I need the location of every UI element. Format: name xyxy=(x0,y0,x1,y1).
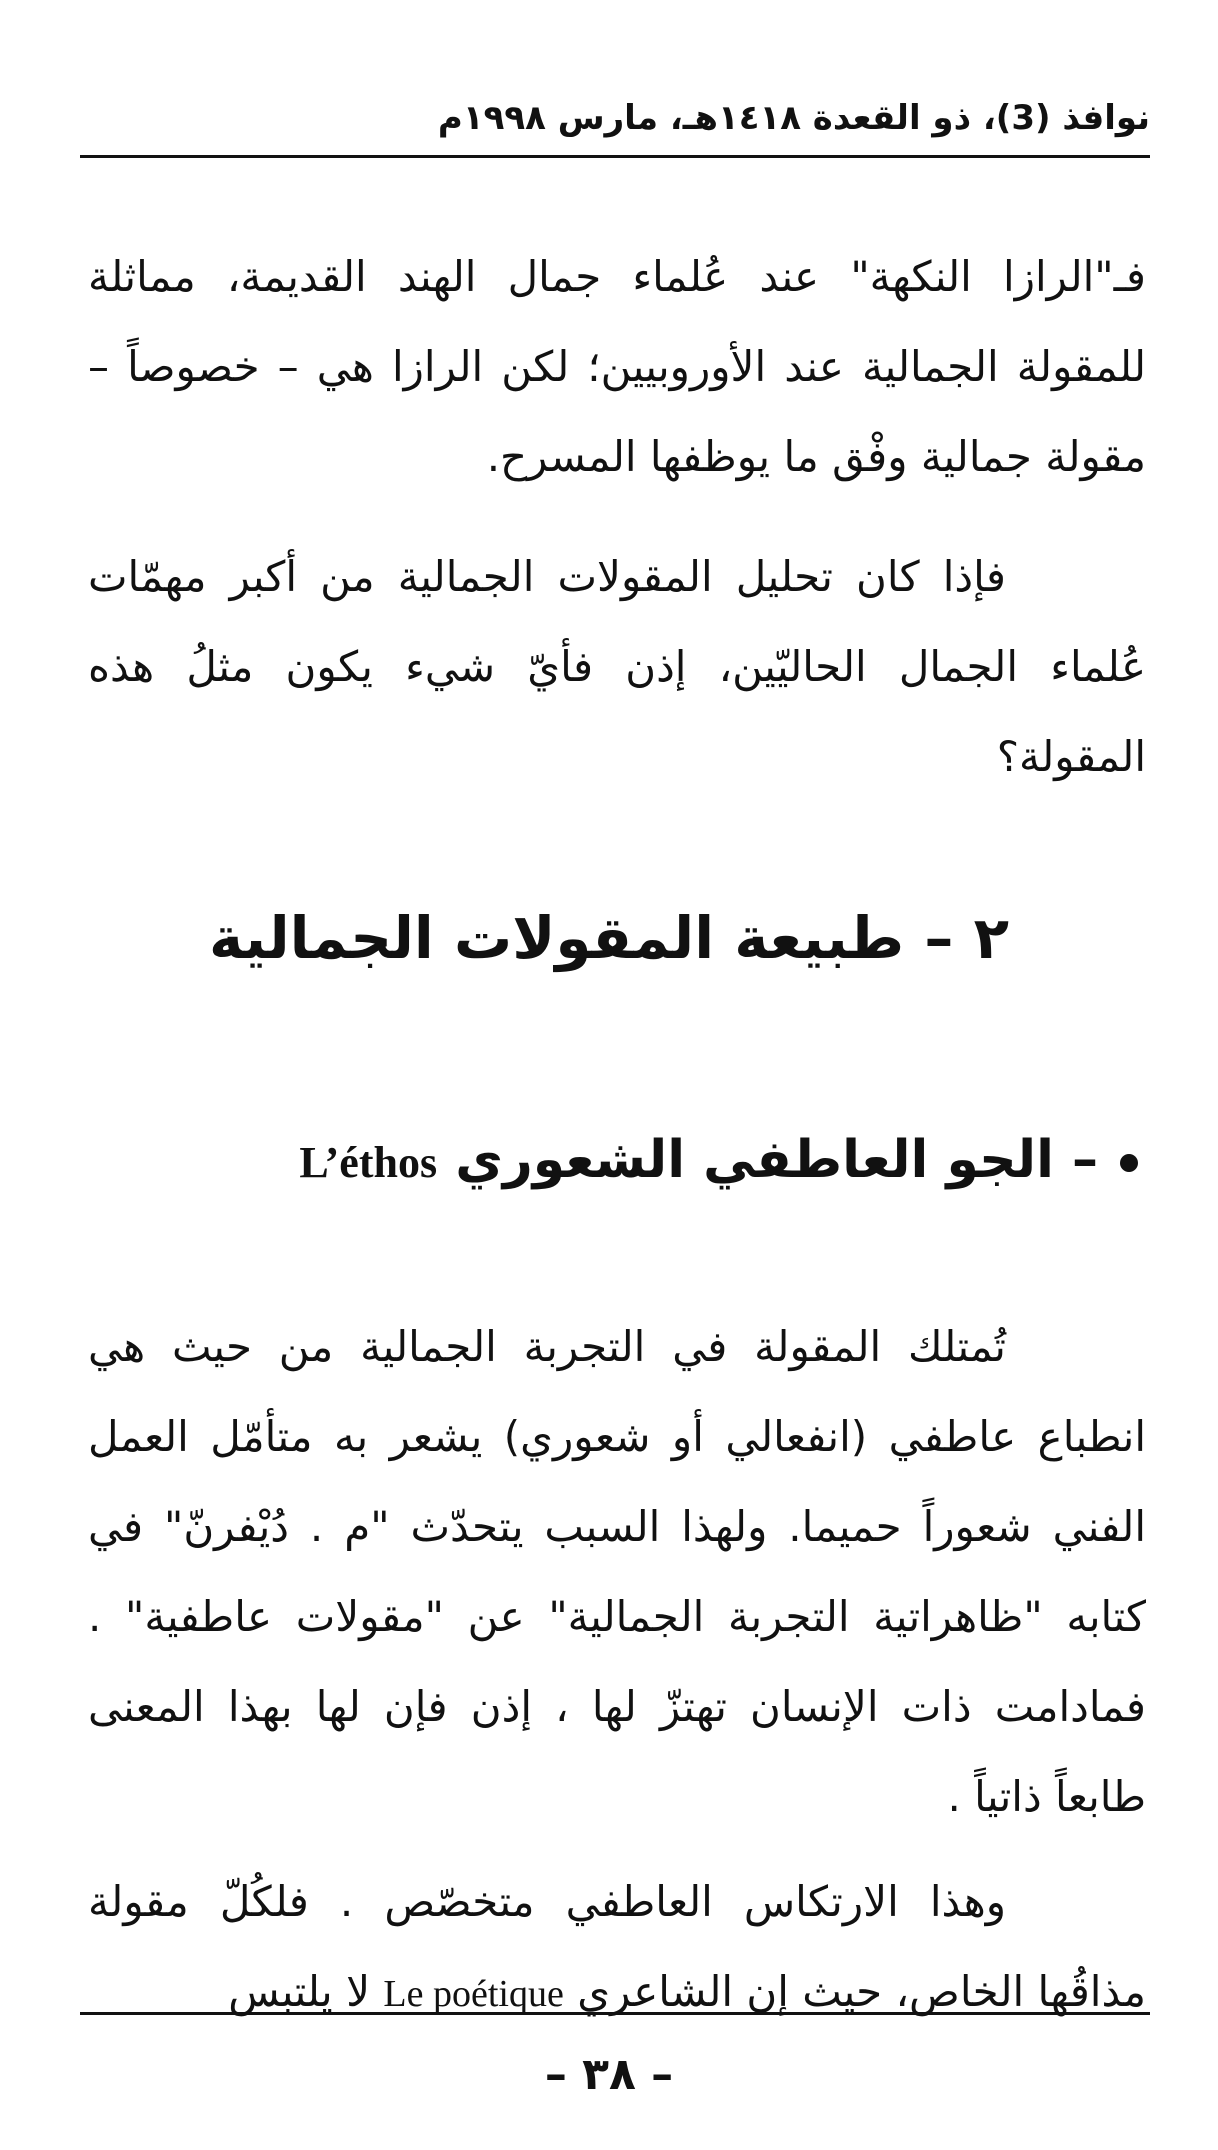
footer-rule xyxy=(80,2012,1150,2015)
bullet-icon xyxy=(1120,1154,1138,1172)
paragraph-1: فـ"الرازا النكهة" عند عُلماء جمال الهند القديمة، مماثلة للمقولة الجمالية عند الأوروبيين؛ لكن الرازا هي – خصوصاً – مقولة جمالية وفْق ما يوظفها المسرح. xyxy=(88,252,1146,481)
page-number: – ٣٨ – xyxy=(544,2049,674,2100)
sub-heading-latin: L’éthos xyxy=(299,1138,438,1187)
paragraph-4-start: وهذا الارتكاس العاطفي متخصّص . فلكُلّ مقولة مذاقُها الخاص، حيث إن الشاعري xyxy=(88,1877,1146,2016)
header-rule xyxy=(80,155,1150,158)
paragraph-4-latin: Le poétique xyxy=(383,1973,564,2015)
sub-heading-arabic: – الجو العاطفي الشعوري xyxy=(455,1130,1098,1190)
sub-heading xyxy=(80,1120,1138,1203)
running-header: نوافذ (3)، ذو القعدة ١٤١٨هـ، مارس ١٩٩٨م xyxy=(437,98,1150,138)
paragraph-4-end: لا يلتبس xyxy=(228,1967,371,2016)
paragraph-3: تُمتلك المقولة في التجربة الجمالية من حيث هي انطباع عاطفي (انفعالي أو شعوري) يشعر به متأمّل العمل الفني شعوراً حميما. ولهذا السبب يتحدّث "م . دُيْفرنّ" في كتابه "ظاهراتية التجربة الجمالية" عن "مقولات عاطفية" . فمادامت ذات الإنسان تهتزّ لها ، إذن فإن لها بهذا المعنى طابعاً ذاتياً . xyxy=(88,1322,1146,1821)
section-heading: ٢ – طبيعة المقولات الجمالية xyxy=(209,904,1009,973)
paragraph-2: فإذا كان تحليل المقولات الجمالية من أكبر مهمّات عُلماء الجمال الحاليّين، إذن فأيّ شيء يكون مثلُ هذه المقولة؟ xyxy=(88,552,1146,781)
